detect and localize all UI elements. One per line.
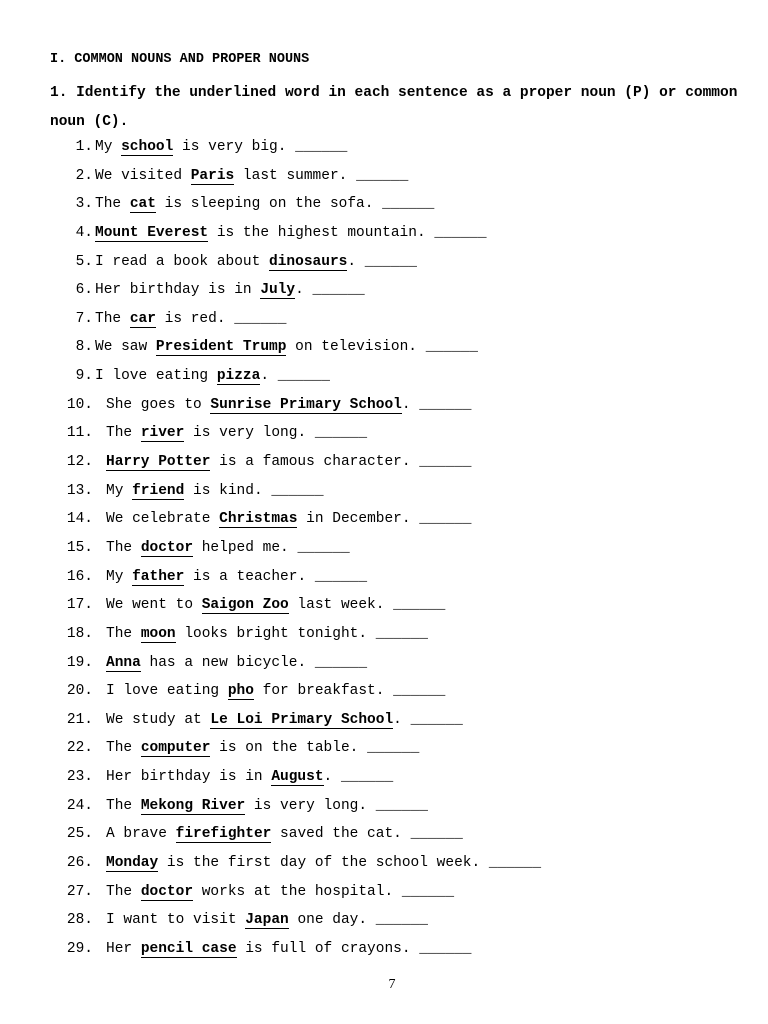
item-sentence <box>95 276 365 305</box>
item-sentence <box>106 935 471 964</box>
sentence-start: We saw <box>95 339 156 356</box>
item-number: 6. <box>75 282 93 299</box>
sentence-end: last week. <box>288 597 394 614</box>
sentence-end: is on the table. <box>210 740 368 757</box>
sentence-start: The <box>95 196 130 213</box>
sentence-end: . <box>295 282 313 299</box>
item-number: 25. <box>66 826 93 843</box>
underlined-noun: pizza <box>216 368 261 385</box>
sentence-end: on television. <box>286 339 426 356</box>
exercise-item <box>0 677 768 706</box>
sentence-end: one day. <box>288 912 376 929</box>
sentence-end: is the highest mountain. <box>208 224 435 241</box>
sentence-end: . <box>401 396 420 413</box>
item-number: 17. <box>66 597 93 614</box>
section-title: I. COMMON NOUNS AND PROPER NOUNS <box>50 52 310 67</box>
item-sentence <box>106 505 472 534</box>
underlined-noun: firefighter <box>175 826 272 843</box>
item-sentence <box>106 677 445 706</box>
item-sentence <box>106 419 367 448</box>
answer-blank[interactable]: ______ <box>367 740 420 757</box>
answer-blank[interactable]: ______ <box>364 253 417 270</box>
answer-blank[interactable]: ______ <box>419 396 472 413</box>
item-sentence <box>95 133 347 162</box>
exercise-item <box>0 248 768 277</box>
sentence-end: saved the cat. <box>271 826 411 843</box>
exercise-item <box>0 305 768 334</box>
underlined-noun: Mount Everest <box>95 224 209 241</box>
exercise-item <box>0 792 768 821</box>
item-sentence <box>95 219 487 248</box>
exercise-item <box>0 820 768 849</box>
sentence-start: My <box>106 568 133 585</box>
underlined-noun: father <box>132 568 185 585</box>
sentence-end: in December. <box>297 511 420 528</box>
exercise-item <box>0 419 768 448</box>
underlined-noun: cat <box>129 196 156 213</box>
sentence-end: . <box>393 711 411 728</box>
item-sentence <box>106 878 454 907</box>
sentence-start: The <box>106 425 141 442</box>
sentence-end: looks bright tonight. <box>175 625 376 642</box>
sentence-end: . <box>260 368 278 385</box>
underlined-noun: friend <box>132 482 185 499</box>
item-number: 21. <box>66 711 93 728</box>
answer-blank[interactable]: ______ <box>314 654 368 671</box>
sentence-end: is very big. <box>173 139 296 155</box>
item-sentence <box>95 362 330 391</box>
item-sentence <box>106 620 428 649</box>
sentence-end: is a famous character. <box>210 454 420 471</box>
underlined-noun: President Trump <box>155 339 287 356</box>
item-sentence <box>106 763 393 792</box>
item-number: 13. <box>66 482 93 499</box>
sentence-start: The <box>95 310 130 327</box>
answer-blank[interactable]: ______ <box>356 167 409 184</box>
sentence-end: is kind. <box>184 482 272 499</box>
underlined-noun: moon <box>140 625 176 642</box>
answer-blank[interactable]: ______ <box>410 711 463 728</box>
sentence-start: I love eating <box>95 368 217 385</box>
exercise-item <box>0 906 768 935</box>
underlined-noun: pho <box>227 683 254 700</box>
sentence-start: We study at <box>106 711 211 728</box>
answer-blank[interactable]: ______ <box>295 139 348 155</box>
sentence-start: Her birthday is in <box>106 769 272 786</box>
item-number: 18. <box>66 625 93 642</box>
sentence-start: My <box>106 482 133 499</box>
exercise-item <box>0 620 768 649</box>
exercise-items-list <box>0 133 768 964</box>
sentence-start: Her <box>106 940 141 957</box>
sentence-start: Her birthday is in <box>95 282 261 299</box>
sentence-start: We visited <box>95 167 191 184</box>
exercise-item <box>0 362 768 391</box>
answer-blank[interactable]: ______ <box>419 511 472 528</box>
exercise-item <box>0 534 768 563</box>
underlined-noun: Mekong River <box>140 797 246 814</box>
item-sentence <box>106 563 367 592</box>
sentence-start: The <box>106 539 141 556</box>
underlined-noun: August <box>271 769 324 786</box>
sentence-start: I read a book about <box>95 253 270 270</box>
answer-blank[interactable]: ______ <box>419 940 472 957</box>
item-number: 7. <box>75 310 93 327</box>
answer-blank[interactable]: ______ <box>234 310 287 327</box>
answer-blank[interactable]: ______ <box>375 912 428 929</box>
item-number: 2. <box>75 167 93 184</box>
item-number: 5. <box>75 253 93 270</box>
sentence-end: . <box>323 769 341 786</box>
sentence-start: She goes to <box>106 396 211 413</box>
item-number: 16. <box>66 568 93 585</box>
item-sentence <box>106 792 428 821</box>
item-sentence <box>106 820 463 849</box>
answer-blank[interactable]: ______ <box>419 454 472 471</box>
item-sentence <box>106 849 541 878</box>
sentence-end: for breakfast. <box>253 683 394 700</box>
sentence-end: is very long. <box>184 425 315 442</box>
answer-blank[interactable]: ______ <box>434 224 487 241</box>
sentence-start: We went to <box>106 597 202 614</box>
underlined-noun: Japan <box>245 912 289 929</box>
item-number: 20. <box>66 683 93 700</box>
item-sentence <box>95 162 408 191</box>
underlined-noun: Paris <box>190 167 235 184</box>
exercise-item <box>0 649 768 678</box>
underlined-noun: Harry Potter <box>106 454 211 471</box>
item-number: 12. <box>66 454 93 471</box>
answer-blank[interactable]: ______ <box>297 539 350 556</box>
sentence-start: The <box>106 740 141 757</box>
exercise-item <box>0 276 768 305</box>
exercise-item <box>0 477 768 506</box>
item-sentence <box>106 534 350 563</box>
underlined-noun: Sunrise Primary School <box>210 396 402 413</box>
item-sentence <box>106 906 428 935</box>
exercise-item <box>0 706 768 735</box>
item-sentence <box>106 477 324 506</box>
sentence-end: is sleeping on the sofa. <box>155 196 383 213</box>
answer-blank[interactable]: ______ <box>277 368 330 385</box>
item-number: 15. <box>66 539 93 556</box>
item-number: 28. <box>66 912 93 929</box>
item-sentence <box>106 706 463 735</box>
item-sentence <box>95 248 417 277</box>
page-number: 7 <box>388 977 396 992</box>
exercise-item <box>0 333 768 362</box>
sentence-start: The <box>106 883 141 900</box>
answer-blank[interactable]: ______ <box>340 769 394 786</box>
answer-blank[interactable]: ______ <box>382 196 435 213</box>
item-number: 14. <box>66 511 93 528</box>
answer-blank[interactable]: ______ <box>393 597 446 614</box>
item-sentence <box>106 591 445 620</box>
sentence-start: I want to visit <box>106 912 246 929</box>
underlined-noun: Le Loi Primary School <box>210 711 394 728</box>
sentence-end: works at the hospital. <box>193 883 402 900</box>
item-number: 24. <box>66 797 93 814</box>
exercise-item <box>0 162 768 191</box>
sentence-end: helped me. <box>193 539 298 556</box>
item-number: 27. <box>66 883 93 900</box>
item-sentence <box>106 649 367 678</box>
answer-blank[interactable]: ______ <box>314 568 368 585</box>
exercise-item <box>0 505 768 534</box>
sentence-end: is a teacher. <box>184 568 315 585</box>
underlined-noun: July <box>260 282 296 299</box>
sentence-start: We celebrate <box>106 511 220 528</box>
underlined-noun: car <box>129 310 156 327</box>
sentence-start: The <box>106 625 141 642</box>
answer-blank[interactable]: ______ <box>425 339 478 356</box>
underlined-noun: school <box>121 139 174 155</box>
sentence-start: A brave <box>106 826 176 843</box>
item-sentence <box>106 448 471 477</box>
item-number: 8. <box>75 339 93 356</box>
answer-blank[interactable]: ______ <box>410 826 463 843</box>
exercise-item <box>0 219 768 248</box>
underlined-noun: Monday <box>106 855 159 872</box>
exercise-item <box>0 563 768 592</box>
exercise-item <box>0 448 768 477</box>
sentence-end: last summer. <box>234 167 357 184</box>
sentence-start: The <box>106 797 141 814</box>
item-number: 4. <box>75 224 93 241</box>
sentence-start: My <box>95 139 122 155</box>
exercise-item <box>0 591 768 620</box>
item-sentence <box>95 190 434 219</box>
exercise-item <box>0 849 768 878</box>
item-number: 26. <box>66 855 93 872</box>
answer-blank[interactable]: ______ <box>375 797 428 814</box>
underlined-noun: Anna <box>106 654 141 671</box>
item-sentence <box>95 305 286 334</box>
answer-blank[interactable]: ______ <box>401 883 455 900</box>
item-number: 10. <box>66 396 93 413</box>
exercise-item <box>0 133 768 162</box>
answer-blank[interactable]: ______ <box>314 425 368 442</box>
sentence-end: . <box>347 253 365 270</box>
exercise-item <box>0 734 768 763</box>
underlined-noun: Christmas <box>219 511 298 528</box>
answer-blank[interactable]: ______ <box>488 855 542 872</box>
answer-blank[interactable]: ______ <box>375 625 428 642</box>
exercise-item <box>0 190 768 219</box>
item-sentence <box>106 391 471 420</box>
underlined-noun: pencil case <box>140 940 237 957</box>
exercise-item <box>0 935 768 964</box>
answer-blank[interactable]: ______ <box>271 482 324 499</box>
item-sentence <box>95 333 478 362</box>
item-number: 22. <box>66 740 93 757</box>
sentence-end: is full of crayons. <box>236 940 420 957</box>
underlined-noun: Saigon Zoo <box>201 597 289 614</box>
item-number: 19. <box>66 654 93 671</box>
answer-blank[interactable]: ______ <box>312 282 365 299</box>
sentence-start: I love eating <box>106 683 228 700</box>
underlined-noun: doctor <box>140 539 194 556</box>
sentence-end: is the first day of the school week. <box>158 855 489 872</box>
exercise-instruction: 1. Identify the underlined word in each sentence as a proper noun (P) or common noun (C). <box>50 85 738 130</box>
sentence-end: is red. <box>155 310 235 327</box>
underlined-noun: computer <box>140 740 211 757</box>
sentence-end: has a new bicycle. <box>140 654 315 671</box>
item-sentence <box>106 734 419 763</box>
sentence-end: is very long. <box>245 797 376 814</box>
exercise-item <box>0 391 768 420</box>
item-number: 1. <box>75 139 93 155</box>
item-number: 9. <box>75 368 93 385</box>
exercise-item <box>0 878 768 907</box>
item-number: 29. <box>66 940 93 957</box>
item-number: 3. <box>75 196 93 213</box>
underlined-noun: doctor <box>140 883 194 900</box>
item-number: 23. <box>66 769 93 786</box>
underlined-noun: river <box>140 425 185 442</box>
underlined-noun: dinosaurs <box>269 253 348 270</box>
item-number: 11. <box>66 425 93 442</box>
answer-blank[interactable]: ______ <box>393 683 446 700</box>
exercise-item <box>0 763 768 792</box>
